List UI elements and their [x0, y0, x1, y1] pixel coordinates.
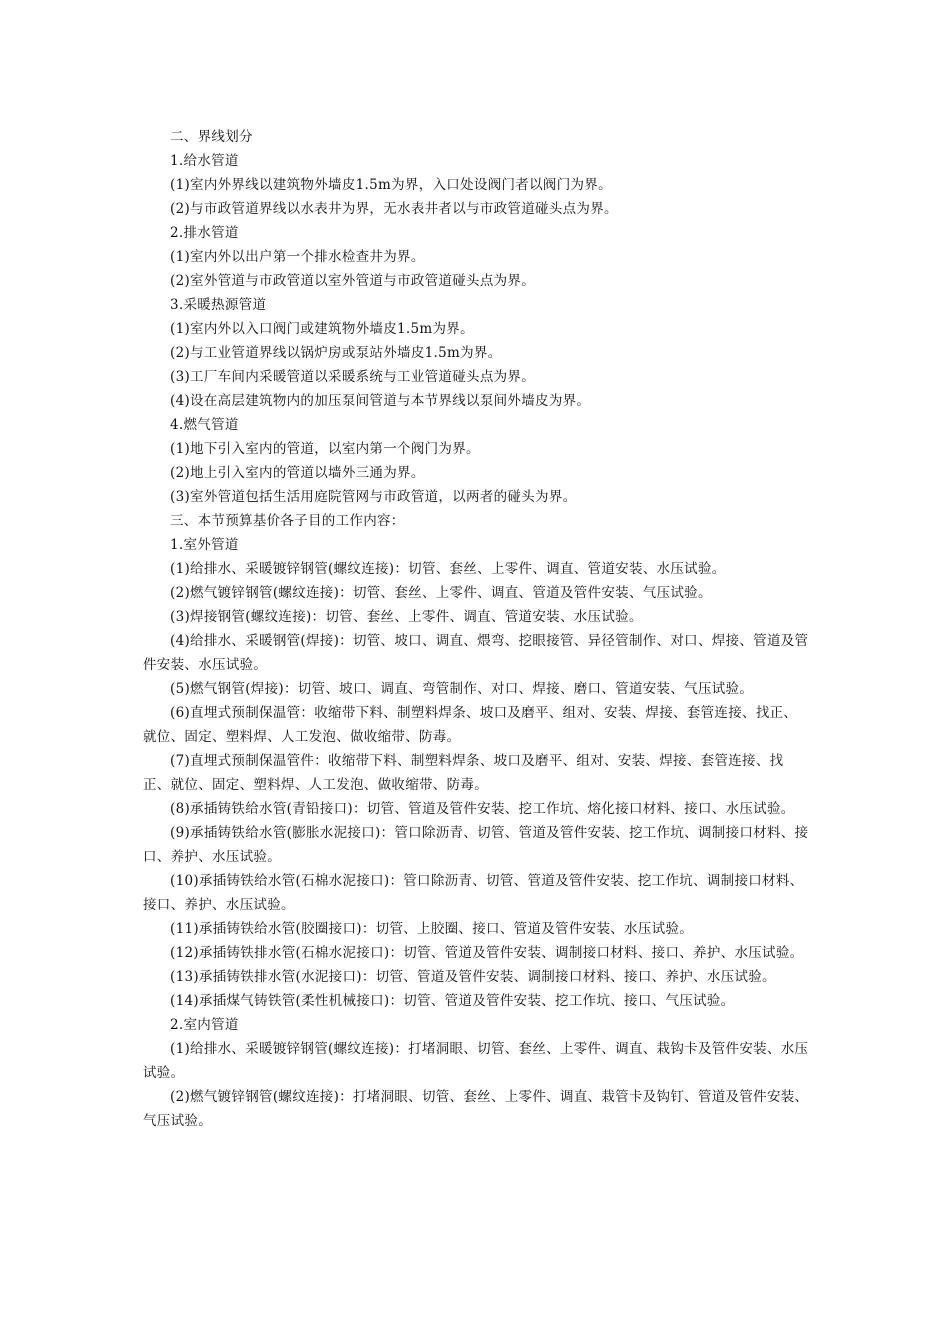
list-item: (2)与工业管道界线以锅炉房或泵站外墙皮1.5m为界。 [170, 345, 502, 361]
list-item: (1)室内外以入口阀门或建筑物外墙皮1.5m为界。 [170, 321, 474, 337]
list-item: (6)直埋式预制保温管：收缩带下料、制塑料焊条、坡口及磨平、组对、安装、焊接、套管连接、找正、就位、固定、塑料焊、人工发泡、做收缩带、防毒。 [143, 705, 798, 745]
list-item: (2)与市政管道界线以水表井为界，无水表井者以与市政管道碰头点为界。 [170, 201, 618, 217]
list-item: (3)焊接钢管(螺纹连接)：切管、套丝、上零件、调直、管道安装、水压试验。 [170, 609, 643, 625]
list-item: (2)室外管道与市政管道以室外管道与市政管道碰头点为界。 [170, 273, 536, 289]
subsection-heading: 1.室外管道 [170, 537, 239, 553]
list-item: (9)承插铸铁给水管(膨胀水泥接口)：管口除沥青、切管、管道及管件安装、挖工作坑、调制接口材料、接口、养护、水压试验。 [143, 825, 809, 865]
subsection-heading: 2.排水管道 [170, 225, 239, 241]
list-item: (1)给排水、采暖镀锌钢管(螺纹连接)：打堵洞眼、切管、套丝、上零件、调直、栽钩卡及管件安装、水压试验。 [143, 1041, 809, 1081]
list-item: (12)承插铸铁排水管(石棉水泥接口)：切管、管道及管件安装、调制接口材料、接口、养护、水压试验。 [170, 945, 804, 961]
list-item: (1)室内外以出户第一个排水检查井为界。 [170, 249, 425, 265]
list-item: (2)燃气镀锌钢管(螺纹连接)：打堵洞眼、切管、套丝、上零件、调直、栽管卡及钩钉、管道及管件安装、气压试验。 [143, 1089, 809, 1129]
section-heading: 二、界线划分 [170, 129, 253, 145]
subsection-heading: 2.室内管道 [170, 1017, 239, 1033]
list-item: (4)设在高层建筑物内的加压泵间管道与本节界线以泵间外墙皮为界。 [170, 393, 591, 409]
list-item: (1)给排水、采暖镀锌钢管(螺纹连接)：切管、套丝、上零件、调直、管道安装、水压试验。 [170, 561, 726, 577]
list-item: (5)燃气钢管(焊接)：切管、坡口、调直、弯管制作、对口、焊接、磨口、管道安装、气压试验。 [170, 681, 754, 697]
subsection-heading: 4.燃气管道 [170, 417, 239, 433]
list-item: (3)室外管道包括生活用庭院管网与市政管道，以两者的碰头为界。 [170, 489, 577, 505]
list-item: (10)承插铸铁给水管(石棉水泥接口)：管口除沥青、切管、管道及管件安装、挖工作坑、调制接口材料、接口、养护、水压试验。 [143, 873, 804, 913]
list-item: (8)承插铸铁给水管(青铅接口)：切管、管道及管件安装、挖工作坑、熔化接口材料、接口、水压试验。 [170, 801, 795, 817]
list-item: (1)地下引入室内的管道，以室内第一个阀门为界。 [170, 441, 480, 457]
list-item: (4)给排水、采暖钢管(焊接)：切管、坡口、调直、煨弯、挖眼接管、异径管制作、对口、焊接、管道及管件安装、水压试验。 [143, 633, 809, 673]
list-item: (3)工厂车间内采暖管道以采暖系统与工业管道碰头点为界。 [170, 369, 536, 385]
document-body [143, 125, 811, 1133]
list-item: (1)室内外界线以建筑物外墙皮1.5m为界，入口处设阀门者以阀门为界。 [170, 177, 612, 193]
section-heading: 三、本节预算基价各子目的工作内容： [170, 513, 405, 529]
list-item: (13)承插铸铁排水管(水泥接口)：切管、管道及管件安装、调制接口材料、接口、养护、水压试验。 [170, 969, 776, 985]
list-item: (11)承插铸铁给水管(胶圈接口)：切管、上胶圈、接口、管道及管件安装、水压试验。 [170, 921, 694, 937]
list-item: (2)地上引入室内的管道以墙外三通为界。 [170, 465, 425, 481]
list-item: (14)承插煤气铸铁管(柔性机械接口)：切管、管道及管件安装、挖工作坑、接口、气压试验。 [170, 993, 735, 1009]
list-item: (2)燃气镀锌钢管(螺纹连接)：切管、套丝、上零件、调直、管道及管件安装、气压试验。 [170, 585, 712, 601]
list-item: (7)直埋式预制保温管件：收缩带下料、制塑料焊条、坡口及磨平、组对、安装、焊接、套管连接、找正、就位、固定、塑料焊、人工发泡、做收缩带、防毒。 [143, 753, 784, 793]
subsection-heading: 3.采暖热源管道 [170, 297, 267, 313]
subsection-heading: 1.给水管道 [170, 153, 239, 169]
